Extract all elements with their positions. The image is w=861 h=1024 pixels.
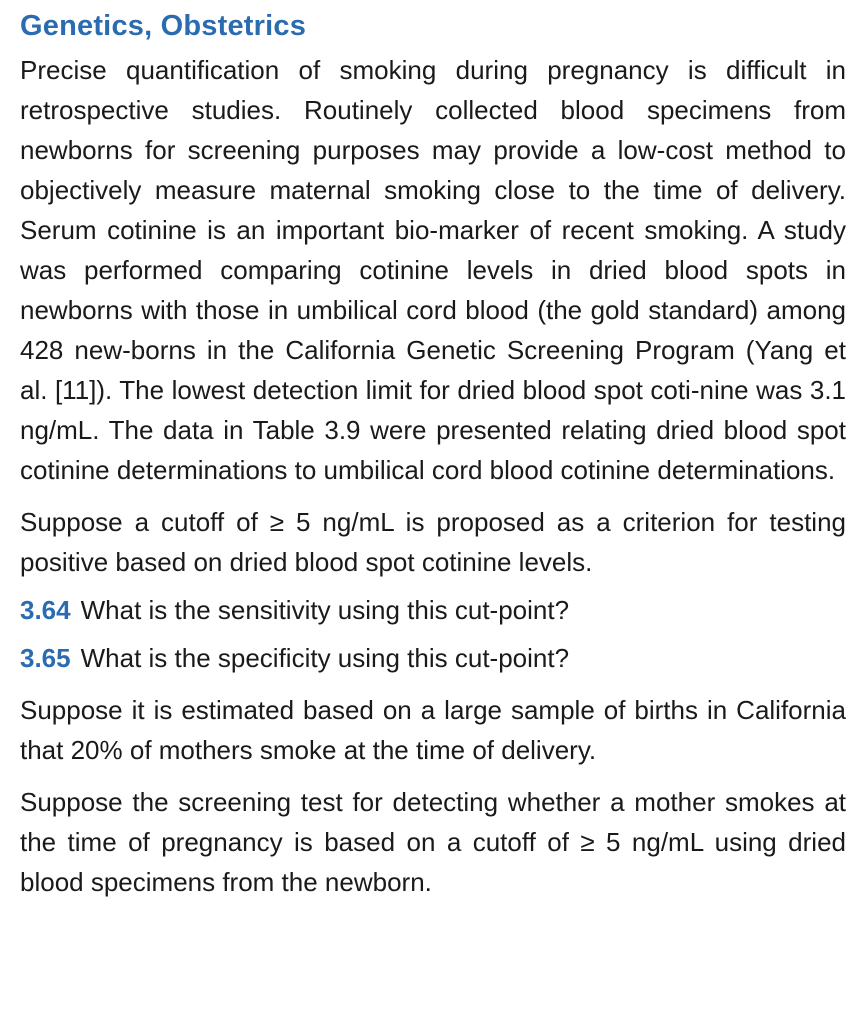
question-text: What is the sensitivity using this cut-point?: [80, 595, 570, 625]
screening-paragraph: Suppose the screening test for detecting whether a mother smokes at the time of pregnancy is based on a cutoff of ≥ 5 ng/mL using dried blood specimens from the newborn.: [20, 787, 846, 897]
question-number: 3.65: [20, 643, 71, 673]
question-3-65: [20, 638, 846, 678]
question-number: 3.64: [20, 595, 71, 625]
prevalence-paragraph: Suppose it is estimated based on a large sample of births in California that 20% of mothers smoke at the time of delivery.: [20, 695, 846, 765]
question-3-64: [20, 590, 846, 630]
document-page: [20, 0, 846, 902]
cutoff-paragraph: Suppose a cutoff of ≥ 5 ng/mL is proposed as a criterion for testing positive based on dried blood spot cotinine levels.: [20, 507, 846, 577]
question-text: What is the specificity using this cut-point?: [80, 643, 570, 673]
section-heading: Genetics, Obstetrics: [20, 10, 307, 42]
intro-paragraph: Precise quantification of smoking during pregnancy is difficult in retrospective studies. Routinely collected blood specimens from newborns for screening purposes may provide a low-cost method to objectively measure maternal smoking close to the time of delivery. Serum cotinine is an important bio-marker of recent smoking. A study was performed comparing cotinine levels in dried blood spots in newborns with those in umbilical cord blood (the gold standard) among 428 new-borns in the California Genetic Screening Program (Yang et al. [11]). The lowest detection limit for dried blood spot coti-nine was 3.1 ng/mL. The data in Table 3.9 were presented relating dried blood spot cotinine determinations to umbilical cord blood cotinine determinations.: [20, 55, 846, 485]
